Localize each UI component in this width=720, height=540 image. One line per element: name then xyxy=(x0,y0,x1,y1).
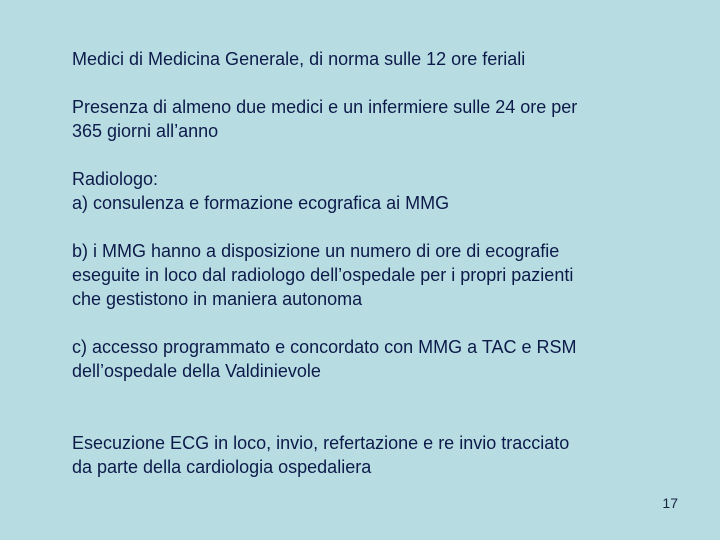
paragraph-staff-presence: Presenza di almeno due medici e un infermiere sulle 24 ore per 365 giorni all’anno xyxy=(72,97,578,141)
paragraph-mmg-hours: Medici di Medicina Generale, di norma sulle 12 ore feriali xyxy=(72,49,526,69)
paragraph-tac-access: c) accesso programmato e concordato con MMG a TAC e RSM dell’ospedale della Valdinievole xyxy=(72,337,577,381)
paragraph-ultrasound-hours: b) i MMG hanno a disposizione un numero di ore di ecografie eseguite in loco dal radiologo dell’ospedale per i propri pazienti che gestistono in maniera autonoma xyxy=(72,241,574,309)
page-number: 17 xyxy=(662,495,678,511)
paragraph-radiologist: Radiologo: a) consulenza e formazione ecografica ai MMG xyxy=(72,169,450,213)
paragraph-ecg: Esecuzione ECG in loco, invio, refertazione e re invio tracciato da parte della cardiologia ospedaliera xyxy=(72,433,570,477)
